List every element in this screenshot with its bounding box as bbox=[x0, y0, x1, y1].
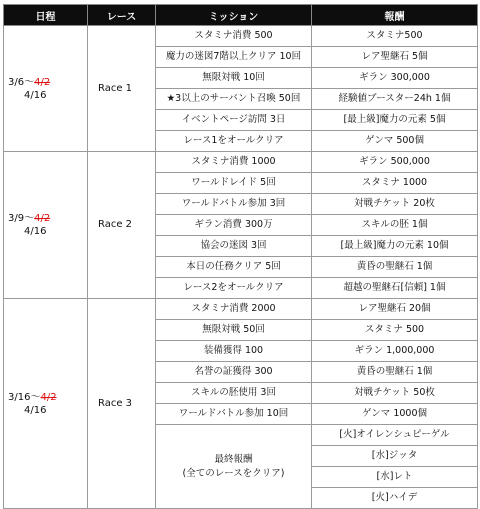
reward-cell: レア聖継石 5個 bbox=[312, 47, 478, 68]
mission-cell: 無限対戦 50回 bbox=[156, 320, 312, 341]
reward-cell: [最上級]魔力の元素 10個 bbox=[312, 236, 478, 257]
reward-cell: スタミナ 500 bbox=[312, 320, 478, 341]
reward-cell: 経験値ブースター24h 1個 bbox=[312, 89, 478, 110]
mission-cell: スタミナ消費 500 bbox=[156, 26, 312, 47]
reward-cell: [最上級]魔力の元素 5個 bbox=[312, 110, 478, 131]
reward-cell: スタミナ 1000 bbox=[312, 173, 478, 194]
race1-date-new: 4/16 bbox=[24, 89, 47, 101]
header-date: 日程 bbox=[4, 5, 88, 26]
table-header-row bbox=[4, 5, 478, 26]
race2-name: Race 2 bbox=[88, 152, 156, 299]
race1-date-start: 3/6～ bbox=[8, 76, 35, 88]
mission-cell: スキルの胚使用 3回 bbox=[156, 383, 312, 404]
race3-date-old: 4/2 bbox=[40, 391, 57, 403]
reward-cell: [水]レト bbox=[312, 467, 478, 488]
race1-date-old: 4/2 bbox=[34, 76, 51, 88]
reward-cell: ギラン 1,000,000 bbox=[312, 341, 478, 362]
mission-cell: レース2をオールクリア bbox=[156, 278, 312, 299]
reward-cell: 対戦チケット 20枚 bbox=[312, 194, 478, 215]
mission-cell: イベントページ訪問 3日 bbox=[156, 110, 312, 131]
mission-cell: 無限対戦 10回 bbox=[156, 68, 312, 89]
reward-cell: 超越の聖継石[信頼] 1個 bbox=[312, 278, 478, 299]
race2-date-cell bbox=[4, 152, 88, 299]
mission-cell: ★3以上のサーバント召喚 50回 bbox=[156, 89, 312, 110]
race3-date-cell bbox=[4, 299, 88, 509]
mission-cell: レース1をオールクリア bbox=[156, 131, 312, 152]
race2-date-old: 4/2 bbox=[34, 213, 51, 224]
header-reward: 報酬 bbox=[312, 5, 478, 26]
final-reward-title: 最終報酬 bbox=[214, 453, 253, 465]
header-mission: ミッション bbox=[156, 5, 312, 26]
race2-date-new: 4/16 bbox=[24, 226, 47, 237]
race1-name: Race 1 bbox=[88, 26, 156, 152]
final-reward-label-cell bbox=[156, 425, 312, 509]
mission-cell: 本日の任務クリア 5回 bbox=[156, 257, 312, 278]
table-row bbox=[4, 152, 478, 173]
mission-table bbox=[3, 4, 478, 509]
mission-table-wrapper bbox=[3, 4, 477, 509]
reward-cell: スタミナ500 bbox=[312, 26, 478, 47]
reward-cell: 黄昏の聖継石 1個 bbox=[312, 362, 478, 383]
reward-cell: ギラン 500,000 bbox=[312, 152, 478, 173]
reward-cell: 対戦チケット 50枚 bbox=[312, 383, 478, 404]
race3-date-new: 4/16 bbox=[24, 404, 47, 416]
final-reward-condition: (全てのレースをクリア) bbox=[182, 467, 285, 479]
mission-cell: ワールドバトル参加 10回 bbox=[156, 404, 312, 425]
reward-cell: [火]オイレンシュピーゲル bbox=[312, 425, 478, 446]
mission-cell: ワールドレイド 5回 bbox=[156, 173, 312, 194]
race1-date-cell bbox=[4, 26, 88, 152]
mission-cell: ワールドバトル参加 3回 bbox=[156, 194, 312, 215]
reward-cell: ゲンマ 500個 bbox=[312, 131, 478, 152]
reward-cell: 黄昏の聖継石 1個 bbox=[312, 257, 478, 278]
reward-cell: スキルの胚 1個 bbox=[312, 215, 478, 236]
reward-cell: ゲンマ 1000個 bbox=[312, 404, 478, 425]
mission-cell: 魔力の迷図7階以上クリア 10回 bbox=[156, 47, 312, 68]
mission-cell: 装備獲得 100 bbox=[156, 341, 312, 362]
race2-date-start: 3/9～ bbox=[8, 213, 35, 224]
mission-cell: 協会の迷図 3回 bbox=[156, 236, 312, 257]
mission-cell: スタミナ消費 2000 bbox=[156, 299, 312, 320]
mission-cell: ギラン消費 300万 bbox=[156, 215, 312, 236]
race3-date-start: 3/16～ bbox=[8, 391, 41, 403]
table-row bbox=[4, 26, 478, 47]
mission-cell: 名誉の証獲得 300 bbox=[156, 362, 312, 383]
race3-name: Race 3 bbox=[88, 299, 156, 509]
reward-cell: レア聖継石 20個 bbox=[312, 299, 478, 320]
header-race: レース bbox=[88, 5, 156, 26]
reward-cell: ギラン 300,000 bbox=[312, 68, 478, 89]
reward-cell: [水]ジッタ bbox=[312, 446, 478, 467]
table-row bbox=[4, 299, 478, 320]
reward-cell: [火]ハイデ bbox=[312, 488, 478, 509]
mission-cell: スタミナ消費 1000 bbox=[156, 152, 312, 173]
